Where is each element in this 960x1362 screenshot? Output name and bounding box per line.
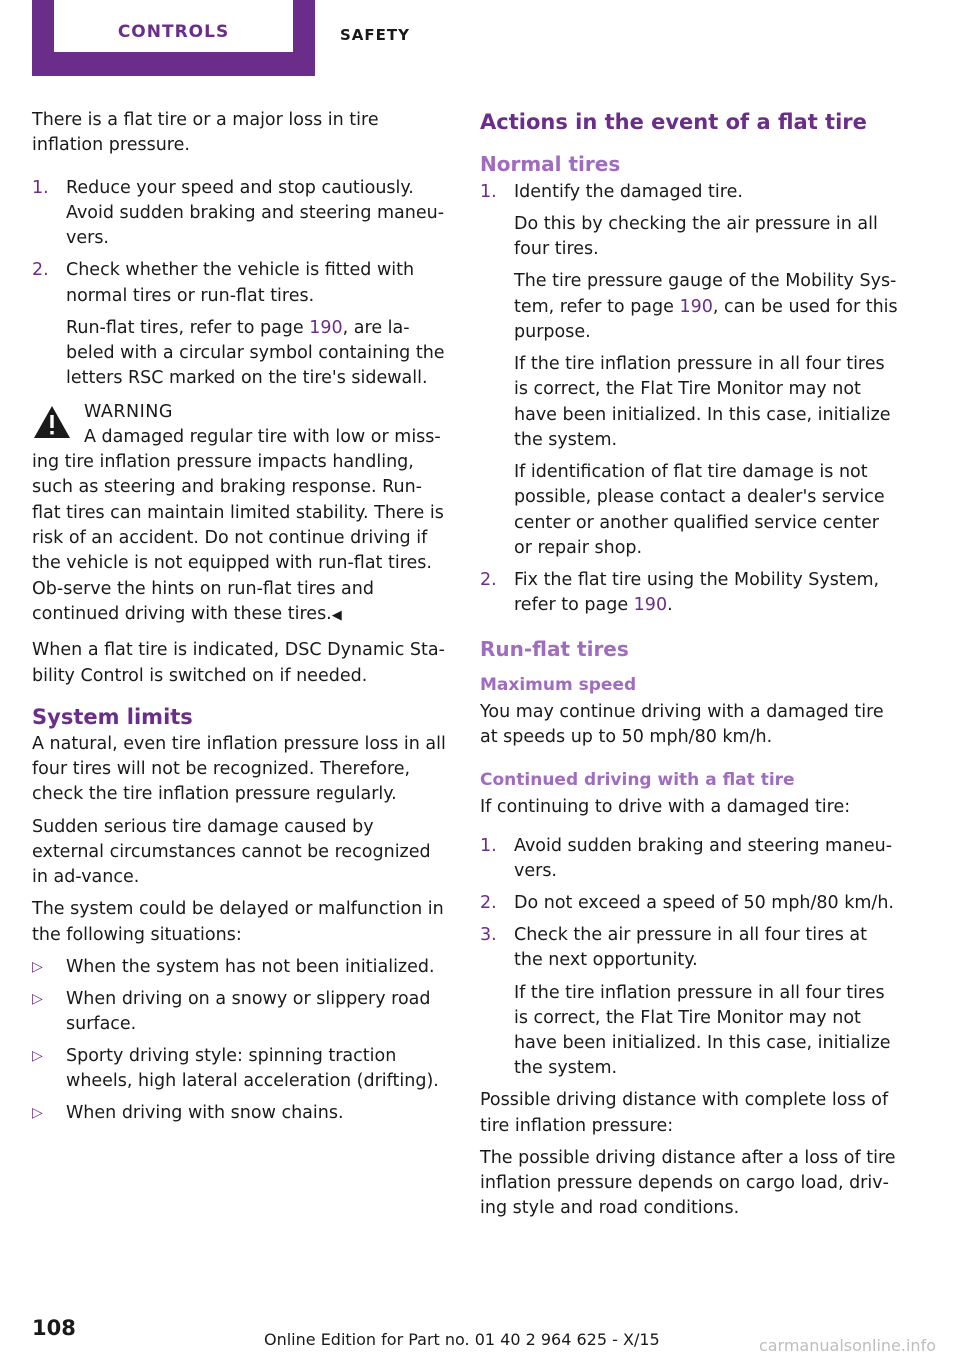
intro-paragraph: There is a flat tire or a major loss in tire inflation pressure. (32, 110, 379, 156)
system-limits-p3: The system could be delayed or malfunction in the following situations: (32, 899, 444, 945)
list-item: 1. Avoid sudden braking and steering maneu‐vers. (480, 835, 893, 881)
bullet-triangle-icon: ▷ (32, 1105, 43, 1122)
watermark: carmanualsonline.info (758, 1336, 936, 1355)
step-number: 1. (480, 835, 497, 856)
right-column (480, 108, 900, 1229)
step-number: 1. (480, 182, 497, 202)
tab-controls[interactable] (32, 0, 315, 76)
step-subtext: Run-flat tires, refer to page 190, are la‐beled with a circular symbol containing the letters RSC marked on the tire's sidewall. (66, 317, 445, 389)
warning-heading: WARNING (84, 401, 173, 422)
list-item: ▷ Sporty driving style: spinning traction wheels, high lateral acceleration (drifting). (32, 1046, 439, 1092)
max-speed-heading: Maximum speed (480, 674, 637, 695)
system-limits-p2: Sudden serious tire damage caused by external circumstances cannot be recognized in ad‐vance. (32, 816, 431, 888)
warning-block (32, 400, 450, 629)
continued-intro: If continuing to drive with a damaged tire: (480, 797, 851, 818)
step-text: Reduce your speed and stop cautiously. Avoid sudden braking and steering maneu‐vers. (66, 177, 445, 249)
list-item (32, 258, 450, 391)
tab-controls-label: CONTROLS (117, 22, 230, 42)
system-limits-heading: System limits (32, 704, 193, 729)
edition-footer: Online Edition for Part no. 01 40 2 964 625 - X/15 (264, 1330, 660, 1349)
left-column (32, 108, 450, 1134)
tab-safety[interactable]: SAFETY (340, 26, 410, 44)
step-number: 3. (480, 925, 497, 946)
warning-triangle-icon (32, 404, 72, 440)
normal-tires-heading: Normal tires (480, 152, 621, 176)
list-item: 3. Check the air pressure in all four tires at the next opportunity. If the tire inflation pressure in all four tires is correct, the Flat Tire Monitor may not have been initialized. In this case, initialize the system. (480, 925, 891, 1079)
list-item: 2. Do not exceed a speed of 50 mph/80 km/h. (480, 891, 900, 916)
list-item: 2. Fix the flat tire using the Mobility System, refer to page 190. (480, 570, 880, 616)
warning-body: ing tire inflation pressure impacts handling, such as steering and braking response. Run-flat tires can maintain limited stability. There is risk of an accident. Do not continue driving if the vehicle is not equipped with run-flat tires. Ob‐serve the hints on run-flat tires and continued driving with these tires.◀ (32, 452, 444, 624)
bullet-triangle-icon: ▷ (32, 958, 43, 975)
step-number: 2. (32, 260, 49, 281)
warning-first-line: A damaged regular tire with low or miss‐ (84, 426, 441, 447)
list-item: 1. Identify the damaged tire. Do this by checking the air pressure in all four tires. The tire pressure gauge of the Mobility Sys‐tem, refer to page 190, can be used for this purpose. If the tire inflation pressure in all four tires is correct, the Flat Tire Monitor may not have been initialized. In this case, initialize the system. If identification of flat tire damage is not possible, please contact a dealer's service center or another qualified service center or repair shop. (480, 182, 898, 559)
bullet-triangle-icon: ▷ (32, 990, 43, 1007)
normal-tires-steps (480, 180, 900, 619)
tab-controls-background (54, 0, 293, 52)
continued-driving-heading: Continued driving with a flat tire (480, 770, 795, 791)
end-mark-icon: ◀ (331, 607, 342, 623)
bullet-triangle-icon: ▷ (32, 1048, 43, 1065)
page-link[interactable]: 190 (679, 296, 713, 317)
distance-p1: Possible driving distance with complete loss of tire inflation pressure: (480, 1090, 889, 1136)
run-flat-heading: Run-flat tires (480, 636, 629, 661)
step-number: 2. (480, 570, 497, 591)
step-number: 1. (32, 177, 49, 198)
list-item: ▷ When the system has not been initialized. (32, 955, 450, 980)
list-item: ▷ When driving with snow chains. (32, 1101, 450, 1126)
run-flat-steps (480, 834, 900, 1082)
step-text: Check whether the vehicle is fitted with normal tires or run-flat tires. (66, 260, 415, 306)
page-link[interactable]: 190 (309, 317, 343, 338)
max-speed-text: You may continue driving with a damaged tire at speeds up to 50 mph/80 km/h. (480, 701, 884, 748)
section-title: Actions in the event of a flat tire (480, 110, 867, 134)
situations-list (32, 955, 450, 1127)
page-number: 108 (32, 1316, 76, 1340)
system-limits-p1: A natural, even tire inflation pressure loss in all four tires will not be recognized. Therefore, check the tire inflation pressure regularly. (32, 733, 446, 805)
page-link[interactable]: 190 (633, 595, 668, 616)
list-item: ▷ When driving on a snowy or slippery road surface. (32, 988, 431, 1034)
dsc-note: When a flat tire is indicated, DSC Dynamic Sta‐bility Control is switched on if needed. (32, 640, 445, 686)
steps-list (32, 176, 450, 392)
step-number: 2. (480, 893, 497, 914)
distance-p2: The possible driving distance after a loss of tire inflation pressure depends on cargo load, driv‐ing style and road conditions. (480, 1147, 896, 1219)
list-item (32, 176, 450, 252)
